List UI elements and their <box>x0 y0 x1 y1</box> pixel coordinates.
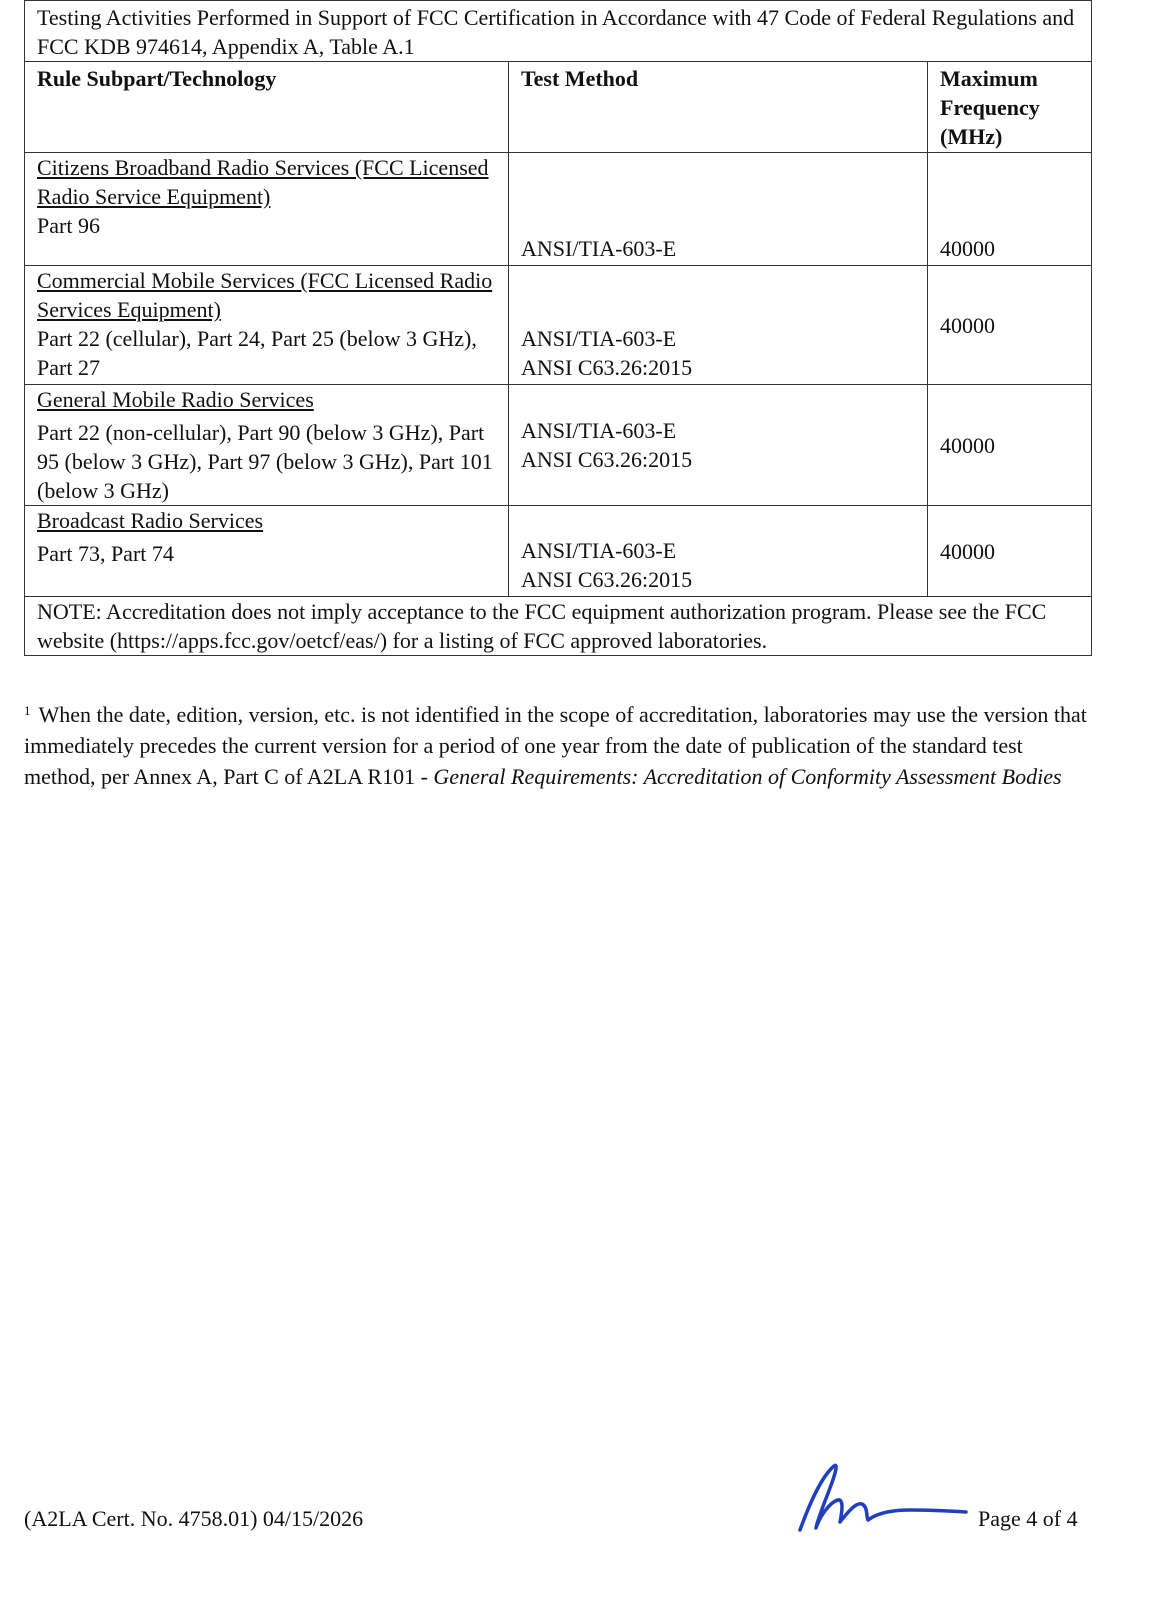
accreditation-note: NOTE: Accreditation does not imply acceptance to the FCC equipment authorization program. Please see the FCC website (https://apps.fcc.gov/oetcf/eas/) for a listing of FCC approved laboratories. <box>25 597 1092 656</box>
rule-title: General Mobile Radio Services <box>37 387 314 412</box>
rule-cell <box>25 153 509 266</box>
table-row <box>25 506 1092 597</box>
rule-parts: Part 96 <box>37 213 100 238</box>
method-line: ANSI/TIA-603-E <box>521 326 677 351</box>
method-line: ANSI C63.26:2015 <box>521 447 693 472</box>
table-row <box>25 266 1092 385</box>
rule-cell <box>25 385 509 506</box>
rule-cell <box>25 506 509 597</box>
frequency-cell: 40000 <box>928 385 1092 506</box>
rule-parts: Part 22 (cellular), Part 24, Part 25 (below 3 GHz), Part 27 <box>37 326 477 380</box>
fcc-scope-table <box>24 0 1092 656</box>
table-row <box>25 385 1092 506</box>
rule-cell <box>25 266 509 385</box>
table-row <box>25 153 1092 266</box>
header-test-method: Test Method <box>509 62 928 153</box>
footer-page-number: Page 4 of 4 <box>978 1506 1078 1531</box>
method-cell <box>509 506 928 597</box>
rule-title: Broadcast Radio Services <box>37 508 264 533</box>
rule-parts: Part 73, Part 74 <box>37 541 174 566</box>
note-row <box>25 597 1092 656</box>
footer-cert-number: (A2LA Cert. No. 4758.01) 04/15/2026 <box>24 1506 364 1531</box>
footnote-text: When the date, edition, version, etc. is not identified in the scope of accreditation, laboratories may use the version that immediately precedes the current version for a period of one year from the date of publication of the standard test method, per Annex A, Part C of A2LA R101 - <box>24 702 1087 789</box>
rule-title: Citizens Broadband Radio Services (FCC Licensed Radio Service Equipment) <box>37 155 489 209</box>
table-caption: Testing Activities Performed in Support of FCC Certification in Accordance with 47 Code of Federal Regulations and FCC KDB 974614, Appendix A, Table A.1 <box>25 1 1092 62</box>
table-header-row <box>25 62 1092 153</box>
frequency-cell: 40000 <box>928 266 1092 385</box>
method-cell <box>509 153 928 266</box>
frequency-cell: 40000 <box>928 506 1092 597</box>
footnote-marker: 1 <box>24 703 31 718</box>
handwritten-signature-icon <box>790 1458 970 1542</box>
footnote <box>24 699 1094 792</box>
method-line: ANSI/TIA-603-E <box>521 418 677 443</box>
header-max-frequency-text: Maximum Frequency (MHz) <box>940 66 1040 149</box>
rule-title: Commercial Mobile Services (FCC Licensed Radio Services Equipment) <box>37 268 493 322</box>
method-line: ANSI/TIA-603-E <box>521 236 677 261</box>
method-cell <box>509 266 928 385</box>
method-cell <box>509 385 928 506</box>
header-rule-subpart: Rule Subpart/Technology <box>25 62 509 153</box>
table-caption-row <box>25 1 1092 62</box>
method-line: ANSI C63.26:2015 <box>521 567 693 592</box>
header-max-frequency <box>928 62 1092 153</box>
frequency-cell: 40000 <box>928 153 1092 266</box>
method-line: ANSI/TIA-603-E <box>521 538 677 563</box>
rule-parts: Part 22 (non-cellular), Part 90 (below 3 GHz), Part 95 (below 3 GHz), Part 97 (below 3 GHz), Part 101 (below 3 GHz) <box>37 420 493 503</box>
footnote-italic-title: General Requirements: Accreditation of Conformity Assessment Bodies <box>433 764 1062 789</box>
method-line: ANSI C63.26:2015 <box>521 355 693 380</box>
